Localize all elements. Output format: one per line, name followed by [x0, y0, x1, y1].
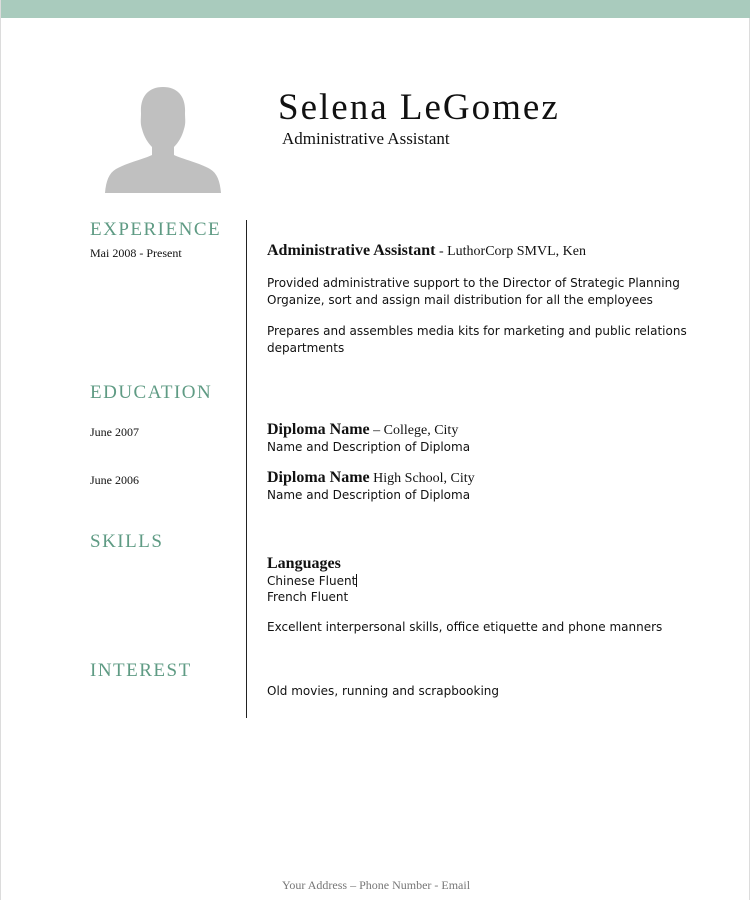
section-heading-interest: INTEREST: [90, 660, 192, 681]
diploma-name: Diploma Name: [267, 469, 370, 486]
education-date: June 2006: [90, 473, 139, 487]
column-divider: [246, 220, 247, 718]
diploma-name: Diploma Name: [267, 421, 370, 438]
diploma-place: – College, City: [369, 423, 459, 438]
experience-line: Provided administrative support to the Director of Strategic Planning: [267, 276, 680, 290]
interest-text: Old movies, running and scrapbooking: [267, 684, 500, 698]
experience-line: Prepares and assembles media kits for marketing and public relations: [267, 324, 687, 338]
experience-position: Administrative Assistant: [267, 242, 436, 259]
diploma-place: High School, City: [369, 471, 475, 486]
experience-date: Mai 2008 - Present: [90, 246, 182, 260]
skills-languages-heading: [267, 555, 341, 573]
experience-company: - LuthorCorp SMVL, Ken: [435, 244, 586, 259]
skills-other: Excellent interpersonal skills, office etiquette and phone manners: [267, 620, 663, 634]
footer-contact: Your Address – Phone Number - Email: [281, 878, 471, 892]
candidate-name: Selena LeGomez: [278, 87, 560, 128]
text-cursor: [356, 574, 357, 587]
candidate-title: Administrative Assistant: [282, 129, 450, 148]
education-entry-heading: [267, 421, 458, 439]
diploma-description: Name and Description of Diploma: [267, 440, 471, 454]
language-item: French Fluent: [267, 590, 349, 604]
section-heading-skills: SKILLS: [90, 531, 164, 552]
education-date: June 2007: [90, 425, 139, 439]
experience-line: Organize, sort and assign mail distribution for all the employees: [267, 293, 653, 307]
section-heading-education: EDUCATION: [90, 382, 213, 403]
section-heading-experience: EXPERIENCE: [90, 219, 222, 240]
top-accent-band: [1, 0, 750, 18]
experience-entry-heading: [267, 242, 586, 260]
profile-silhouette-icon: [104, 85, 222, 193]
experience-line: departments: [267, 341, 345, 355]
education-entry-heading: [267, 469, 475, 487]
languages-title: Languages: [267, 555, 341, 572]
language-item[interactable]: Chinese Fluent: [267, 574, 357, 588]
diploma-description: Name and Description of Diploma: [267, 488, 471, 502]
